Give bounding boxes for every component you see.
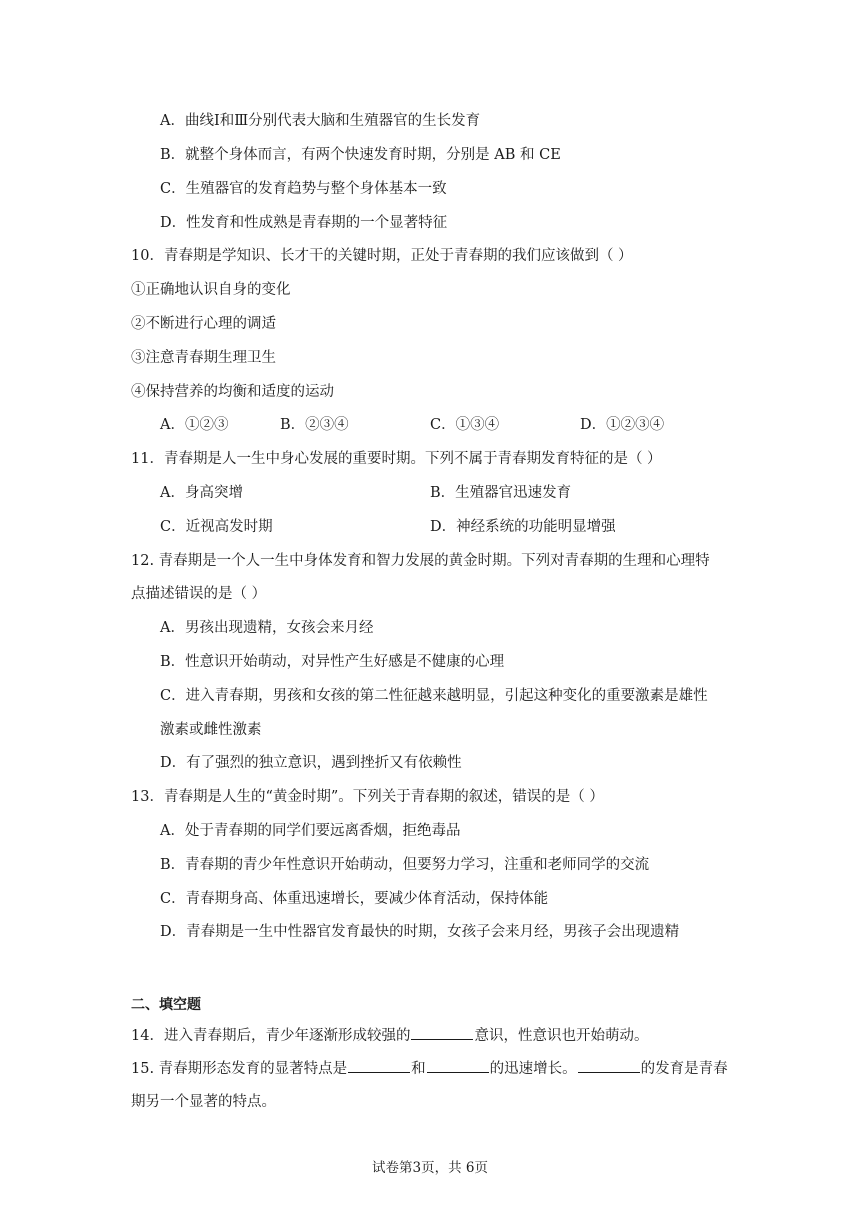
q9-option-c: C．生殖器官的发育趋势与整个身体基本一致 [160,181,447,197]
q12-option-b: B．性意识开始萌动，对异性产生好感是不健康的心理 [160,654,505,670]
q13-stem: 13．青春期是人生的“黄金时期”。下列关于青春期的叙述，错误的是（ ） [131,789,604,805]
q11-option-b: B．生殖器官迅速发育 [430,485,572,501]
q10-item-1: ①正确地认识自身的变化 [131,282,291,298]
q12-stem-line1: 12. 青春期是一个人一生中身体发育和智力发展的黄金时期。下列对青春期的生理和心理特 [131,553,710,569]
q15-blank-1[interactable] [348,1058,410,1073]
q14-text-2: 意识，性意识也开始萌动。 [474,1028,649,1044]
q12-option-d: D．有了强烈的独立意识，遇到挫折又有依赖性 [160,755,462,771]
q15-line2: 期另一个显著的特点。 [131,1094,276,1110]
q13-option-d: D．青春期是一生中性器官发育最快的时期，女孩子会来月经，男孩子会出现遗精 [160,924,680,940]
q15-text-2: 和 [411,1061,426,1077]
q15-blank-3[interactable] [578,1058,640,1073]
q15-line1 [131,1058,728,1079]
q10-option-c: C．①③④ [430,417,500,433]
q12-option-a: A．男孩出现遗精，女孩会来月经 [160,620,374,636]
q11-option-d: D．神经系统的功能明显增强 [430,519,616,535]
q11-stem: 11．青春期是人一生中身心发展的重要时期。下列不属于青春期发育特征的是（ ） [131,451,662,467]
q10-item-3: ③注意青春期生理卫生 [131,350,276,366]
q13-option-a: A．处于青春期的同学们要远离香烟，拒绝毒品 [160,823,461,839]
q10-option-d: D．①②③④ [580,417,665,433]
q9-option-b: B．就整个身体而言，有两个快速发育时期，分别是 AB 和 CE [160,147,561,163]
q15-text-4: 的发育是青春 [640,1061,728,1077]
q13-option-b: B．青春期的青少年性意识开始萌动，但要努力学习，注重和老师同学的交流 [160,857,650,873]
q10-option-a: A．①②③ [160,417,229,433]
q10-item-2: ②不断进行心理的调适 [131,316,276,332]
q9-option-a: A．曲线Ⅰ和Ⅲ分别代表大脑和生殖器官的生长发育 [160,113,481,129]
q10-item-4: ④保持营养的均衡和适度的运动 [131,384,334,400]
q12-stem-line2: 点描述错误的是（ ） [131,586,267,602]
q14 [131,1025,648,1046]
q13-option-c: C．青春期身高、体重迅速增长，要减少体育活动，保持体能 [160,891,549,907]
q10-option-b: B．②③④ [280,417,349,433]
q11-option-c: C．近视高发时期 [160,519,273,535]
q10-stem: 10．青春期是学知识、长才干的关键时期，正处于青春期的我们应该做到（ ） [131,248,633,264]
q15-blank-2[interactable] [427,1058,489,1073]
page-footer: 试卷第3页，共 6页 [372,1160,488,1176]
q14-blank[interactable] [411,1025,473,1040]
q12-option-c: C．进入青春期，男孩和女孩的第二性征越来越明显，引起这种变化的重要激素是雄性 [160,688,708,704]
q9-option-d: D．性发育和性成熟是青春期的一个显著特征 [160,215,448,231]
section-title: 二、填空题 [131,997,201,1013]
q11-option-a: A．身高突增 [160,485,243,501]
q15-text-3: 的迅速增长。 [489,1061,577,1077]
q15-text-1: 15. 青春期形态发育的显著特点是 [131,1061,348,1077]
q14-text-1: 14．进入青春期后，青少年逐渐形成较强的 [131,1028,411,1044]
q12-option-c-cont: 激素或雌性激素 [160,722,262,738]
